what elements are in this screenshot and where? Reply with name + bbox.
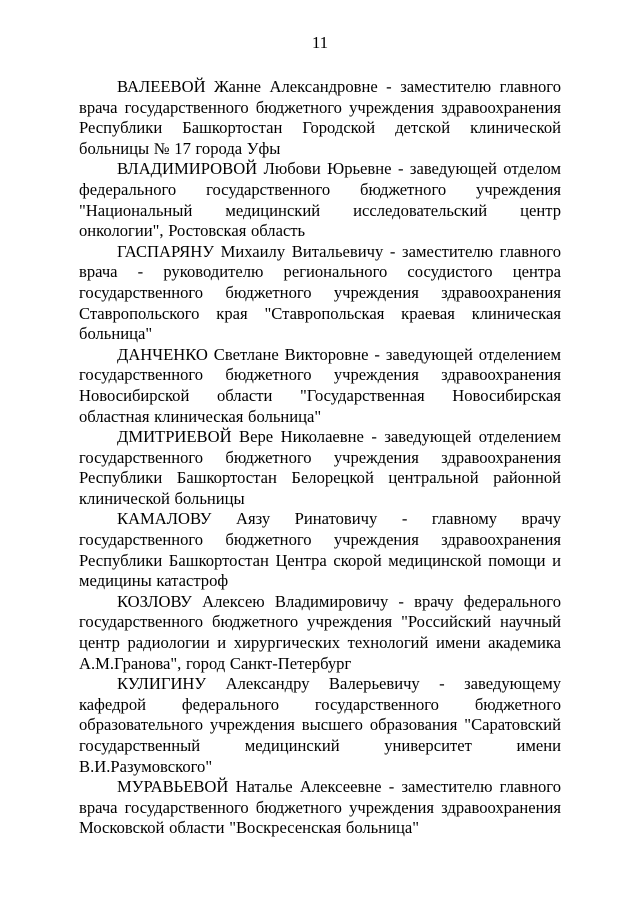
page-number: 11: [311, 33, 329, 52]
award-entry-vladimirova: ВЛАДИМИРОВОЙ Любови Юрьевне - заведующей отделом федерального государственного бюджетного учреждения "Национальный медицинский исследовательский центр онкологии", Ростовская область: [79, 159, 561, 241]
award-entry-danchenko: ДАНЧЕНКО Светлане Викторовне - заведующей отделением государственного бюджетного учреждения здравоохранения Новосибирской области "Государственная Новосибирская областная клиническая больница": [79, 344, 561, 426]
award-entry-dmitrieva: ДМИТРИЕВОЙ Вере Николаевне - заведующей отделением государственного бюджетного учреждения здравоохранения Республики Башкортостан Белорецкой центральной районной клинической больницы: [79, 427, 561, 508]
document-body: [79, 77, 561, 839]
award-entry-valeeva: ВАЛЕЕВОЙ Жанне Александровне - заместителю главного врача государственного бюджетного учреждения здравоохранения Республики Башкортостан Городской детской клинической больницы № 17 города Уфы: [79, 77, 561, 158]
award-entry-kamalov: КАМАЛОВУ Аязу Ринатовичу - главному врачу государственного бюджетного учреждения здравоохранения Республики Башкортостан Центра скорой медицинской помощи и медицины катастроф: [79, 509, 561, 591]
award-entry-kozlov: КОЗЛОВУ Алексею Владимировичу - врачу федерального государственного бюджетного учреждения "Российский научный центр радиологии и хирургических технологий имени академика А.М.Гранова", город Санкт-Петербург: [79, 591, 561, 673]
award-entry-muravyeva: МУРАВЬЕВОЙ Наталье Алексеевне - заместителю главного врача государственного бюджетного учреждения здравоохранения Московской области "Воскресенская больница": [79, 777, 561, 838]
award-entry-gasparyan: ГАСПАРЯНУ Михаилу Витальевичу - заместителю главного врача - руководителю регионального сосудистого центра государственного бюджетного учреждения здравоохранения Ставропольского края "Ставропольская краевая клиническая больница": [79, 241, 561, 344]
award-entry-kuligin: КУЛИГИНУ Александру Валерьевичу - заведующему кафедрой федерального государственного бюджетного образовательного учреждения высшего образования "Саратовский государственный медицинский университет имени В.И.Разумовского": [79, 674, 561, 776]
